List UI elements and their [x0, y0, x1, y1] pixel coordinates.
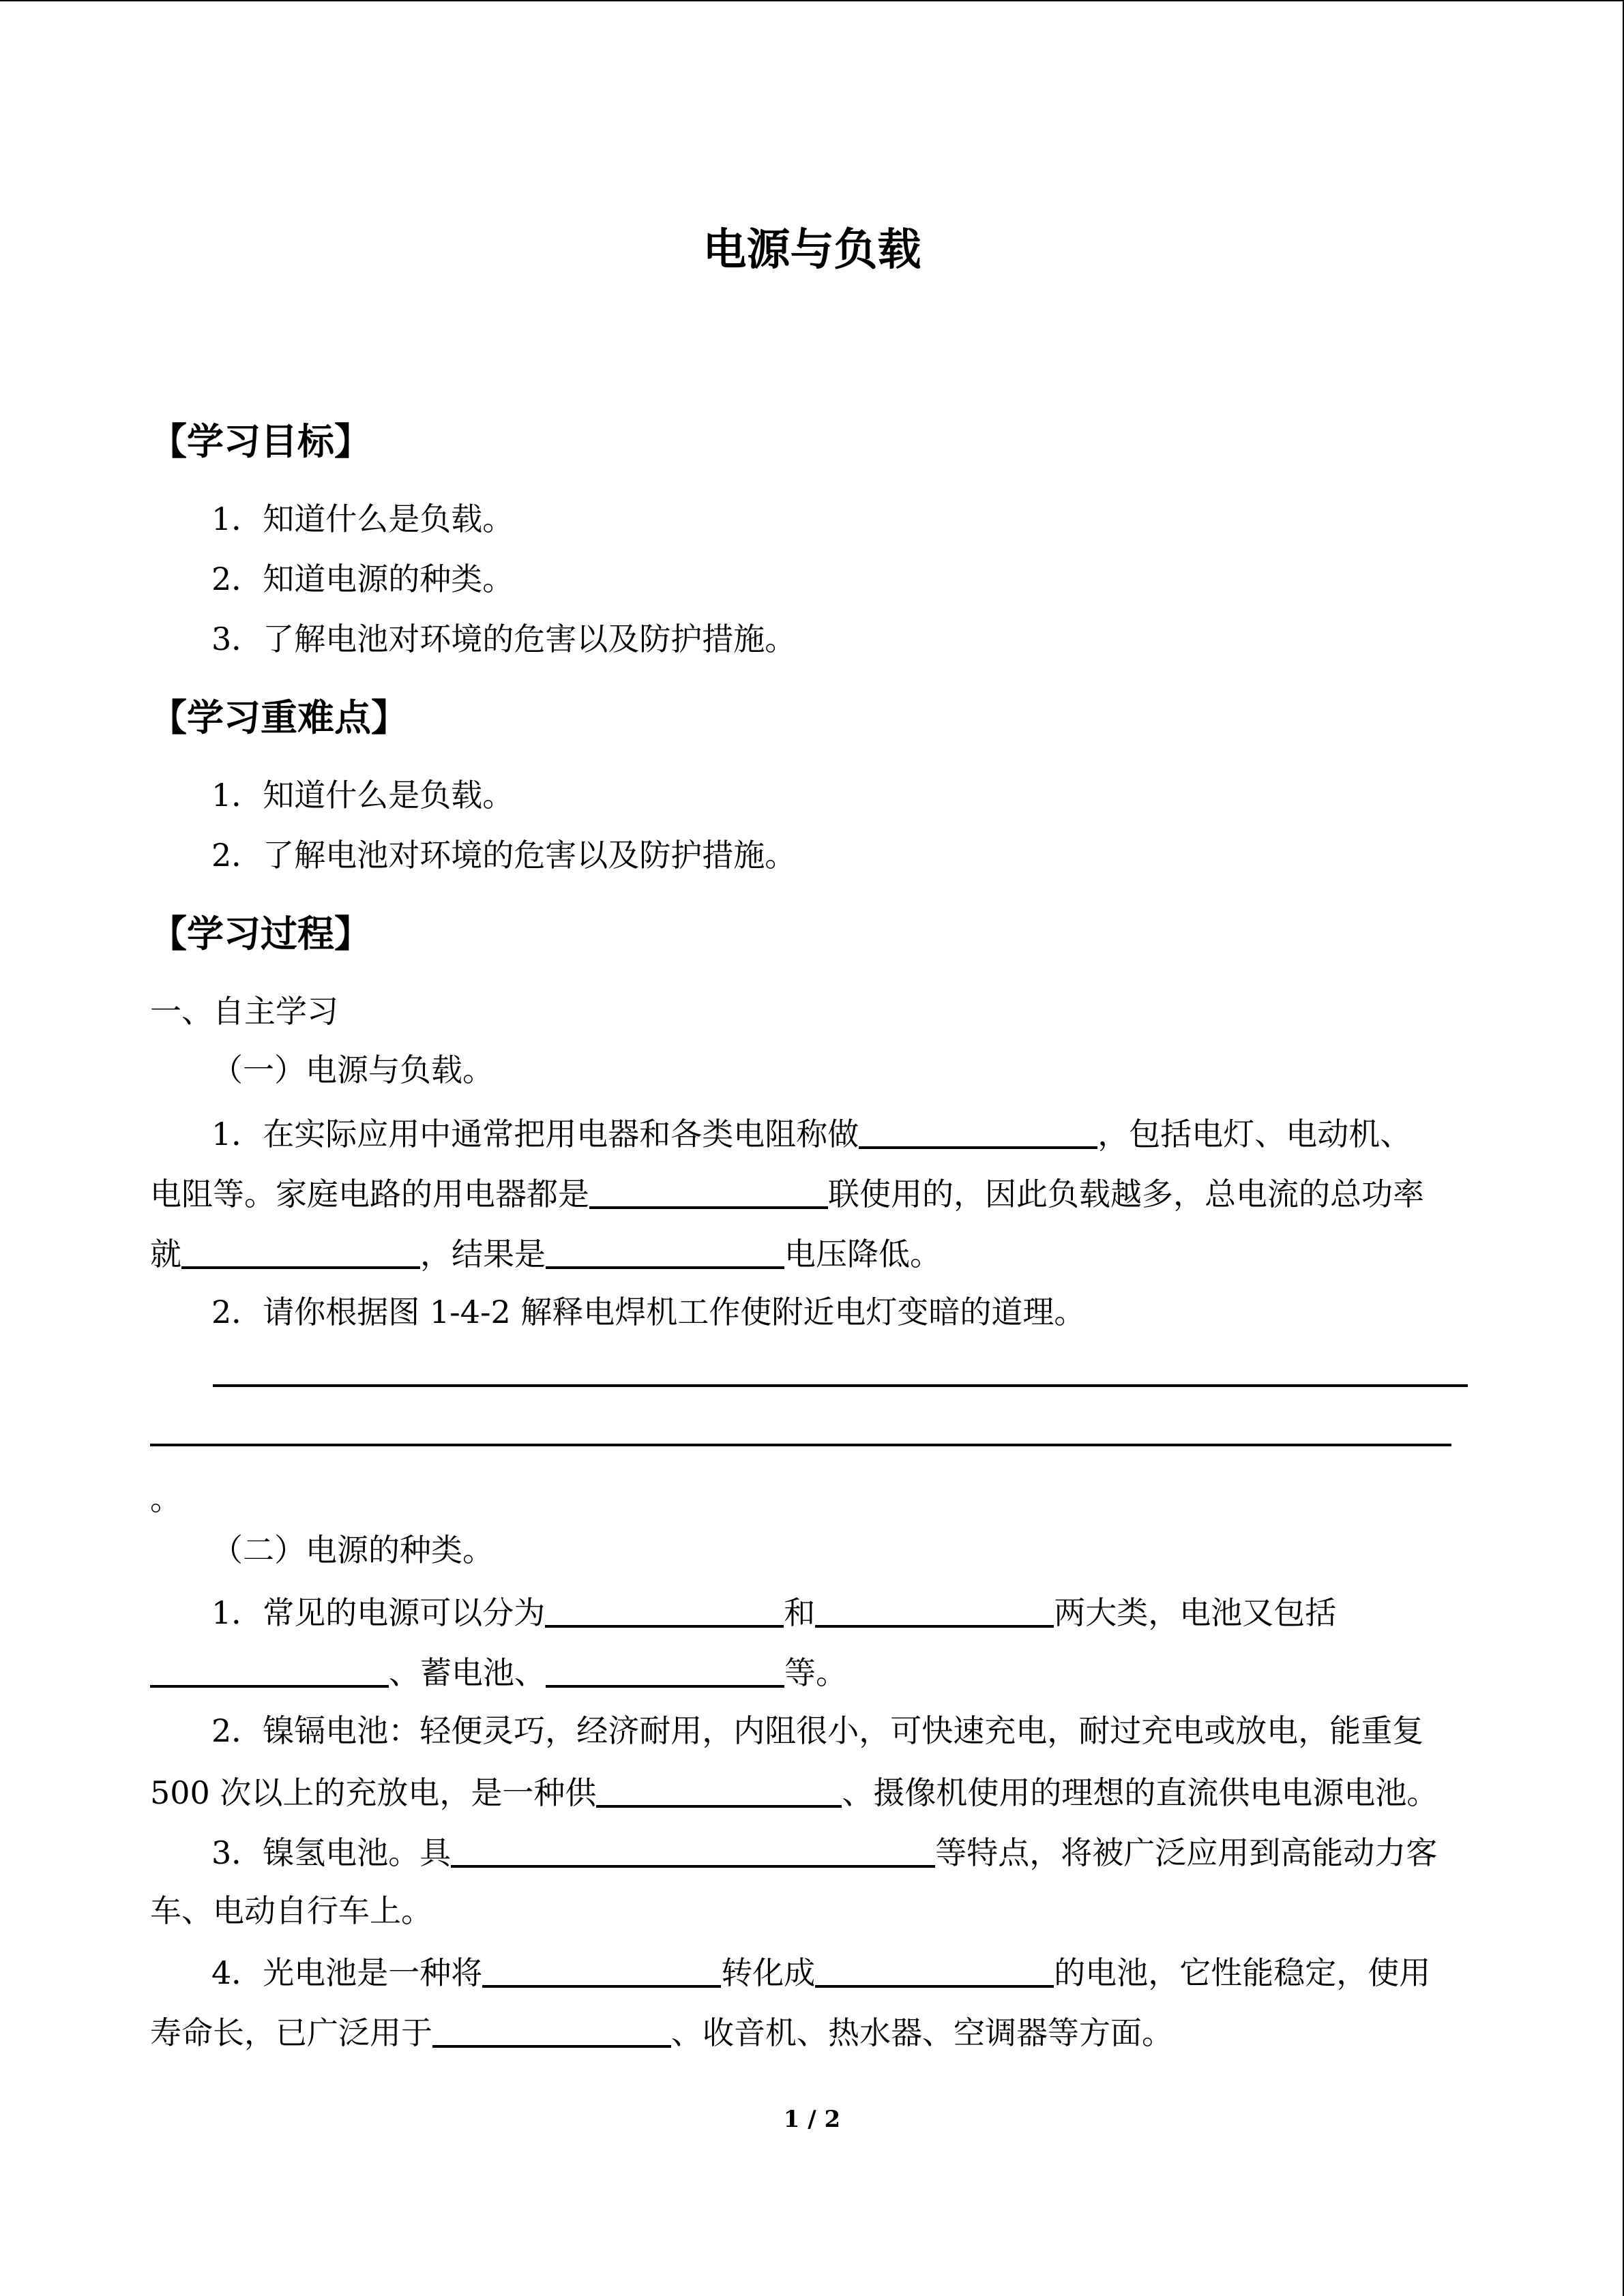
- heading-learning-goals: 【学习目标】: [150, 419, 371, 463]
- goal-item: 1．知道什么是负载。: [211, 501, 514, 537]
- question-3-line-1: [211, 1594, 1337, 1631]
- question-4-line-1: 2．镍镉电池：轻便灵巧，经济耐用，内阻很小，可快速充电，耐过充电或放电，能重复: [211, 1712, 1424, 1749]
- answer-blank[interactable]: [546, 1236, 784, 1269]
- question-text: 联使用的，因此负载越多，总电流的总功率: [828, 1176, 1424, 1212]
- answer-blank[interactable]: [815, 1955, 1054, 1988]
- question-5-line-1: [211, 1834, 1438, 1871]
- question-3-line-2: [150, 1654, 847, 1691]
- answer-blank[interactable]: [815, 1595, 1054, 1628]
- question-text: 、蓄电池、: [389, 1654, 546, 1691]
- answer-blank[interactable]: [150, 1655, 389, 1688]
- question-6-line-2: [150, 2014, 1173, 2051]
- answer-blank[interactable]: [596, 1775, 842, 1808]
- question-text: 转化成: [721, 1954, 816, 1991]
- question-text: 3．镍氢电池。具: [211, 1834, 452, 1871]
- answer-blank[interactable]: [432, 2015, 671, 2048]
- question-5-line-2: 车、电动自行车上。: [150, 1892, 432, 1929]
- answer-blank[interactable]: [482, 1955, 721, 1988]
- question-text: 500 次以上的充放电，是一种供: [150, 1774, 597, 1811]
- answer-blank[interactable]: [181, 1236, 420, 1269]
- question-4-line-2: [150, 1774, 1438, 1811]
- heading-key-points: 【学习重难点】: [150, 696, 408, 739]
- answer-line[interactable]: [213, 1384, 1468, 1387]
- question-2: 2．请你根据图 1-4-2 解释电焊机工作使附近电灯变暗的道理。: [211, 1294, 1086, 1330]
- question-text: 等特点，将被广泛应用到高能动力客: [935, 1834, 1438, 1871]
- question-text: 的电池，它性能稳定，使用: [1054, 1954, 1431, 1991]
- question-text: 两大类，电池又包括: [1054, 1594, 1337, 1631]
- answer-period: 。: [150, 1480, 181, 1517]
- answer-blank[interactable]: [859, 1116, 1097, 1149]
- keypoint-item: 1．知道什么是负载。: [211, 777, 514, 814]
- question-text: ，包括电灯、电动机、: [1097, 1116, 1412, 1152]
- answer-line[interactable]: [150, 1444, 1451, 1446]
- answer-blank[interactable]: [546, 1655, 784, 1688]
- answer-blank[interactable]: [589, 1176, 828, 1209]
- question-text: 寿命长，已广泛用于: [150, 2014, 432, 2051]
- question-text: 就: [150, 1236, 181, 1272]
- part-self-study: 一、自主学习: [150, 993, 338, 1030]
- question-1-line-2: [150, 1176, 1424, 1210]
- question-text: 、摄像机使用的理想的直流供电电源电池。: [842, 1774, 1438, 1811]
- question-text: 等。: [784, 1654, 847, 1691]
- question-text: 、收音机、热水器、空调器等方面。: [671, 2014, 1173, 2051]
- page-number: 1 / 2: [783, 2106, 841, 2133]
- top-border: [0, 0, 1624, 1]
- answer-blank[interactable]: [545, 1595, 784, 1628]
- question-text: 1．常见的电源可以分为: [211, 1594, 546, 1631]
- question-text: 和: [784, 1594, 816, 1631]
- question-text: 1．在实际应用中通常把用电器和各类电阻称做: [211, 1116, 859, 1152]
- goal-item: 2．知道电源的种类。: [211, 561, 514, 597]
- question-1-line-3: [150, 1236, 941, 1270]
- keypoint-item: 2．了解电池对环境的危害以及防护措施。: [211, 837, 797, 874]
- question-text: ，结果是: [420, 1236, 546, 1272]
- question-text: 4．光电池是一种将: [211, 1954, 483, 1991]
- subsection-power-types: （二）电源的种类。: [211, 1532, 494, 1568]
- question-text: 电阻等。家庭电路的用电器都是: [150, 1176, 589, 1212]
- heading-learning-process: 【学习过程】: [150, 912, 371, 955]
- question-6-line-1: [211, 1954, 1431, 1991]
- question-1-line-1: [211, 1116, 1411, 1150]
- document-title: 电源与负载: [703, 224, 921, 275]
- answer-blank[interactable]: [451, 1835, 935, 1868]
- goal-item: 3．了解电池对环境的危害以及防护措施。: [211, 621, 797, 657]
- subsection-power-and-load: （一）电源与负载。: [211, 1052, 494, 1088]
- question-text: 电压降低。: [784, 1236, 941, 1272]
